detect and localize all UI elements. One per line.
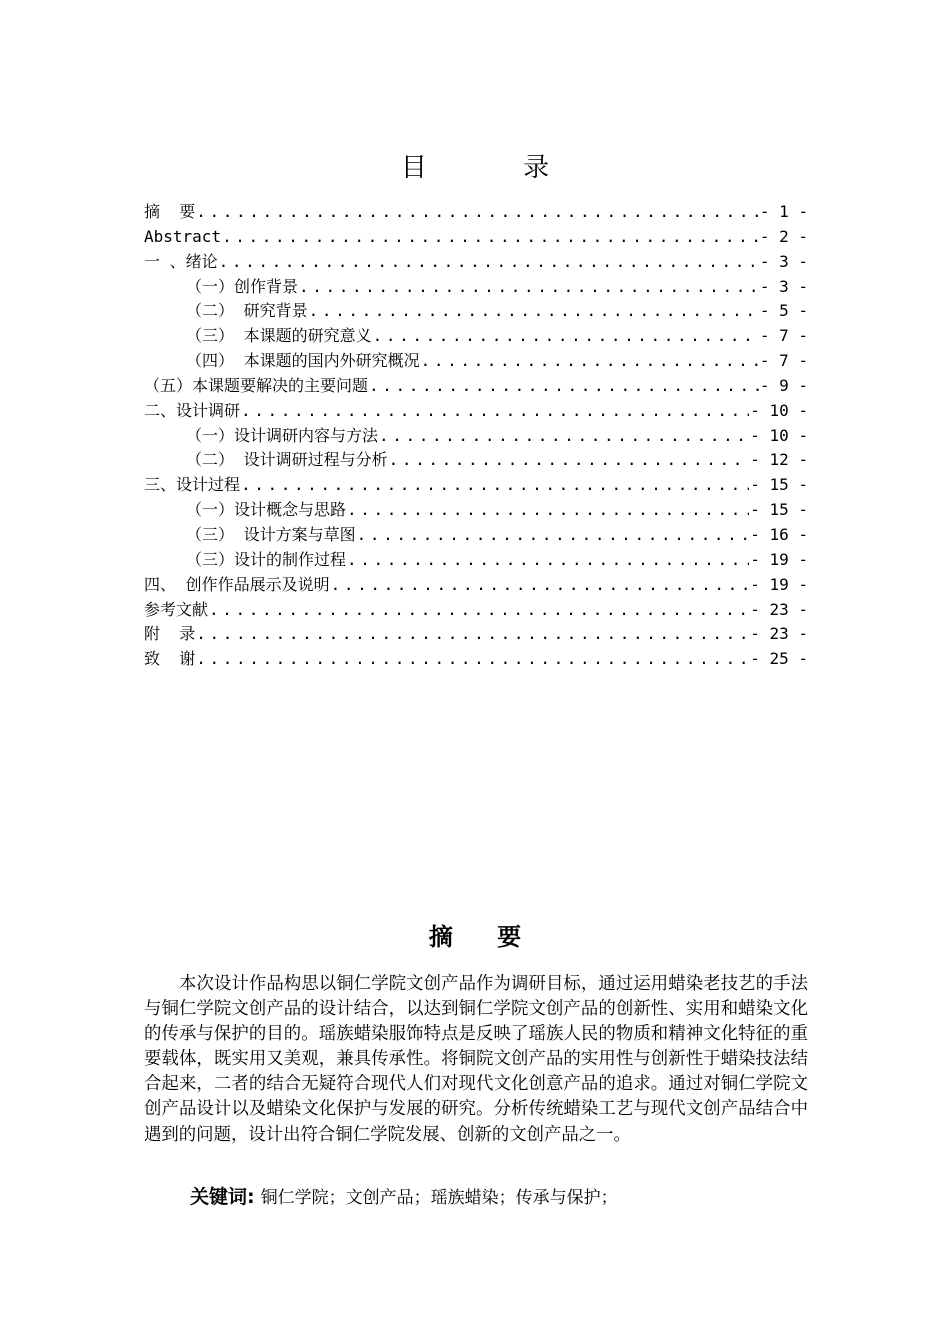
toc-entry (144, 349, 808, 374)
toc-leader-dots (347, 548, 749, 573)
toc-entry-page: - 7 - (759, 351, 808, 371)
toc-entry-label: （一）设计调研内容与方法 (186, 425, 379, 445)
toc-entry (144, 598, 808, 623)
toc-entry (144, 200, 808, 225)
toc-entry (144, 523, 808, 548)
toc-leader-dots (222, 225, 759, 250)
toc-entry (144, 573, 808, 598)
toc-entry-page: - 25 - (750, 649, 808, 669)
toc-entry-label: （三）设计的制作过程 (186, 549, 347, 569)
toc-entry-label: 四、 创作作品展示及说明 (144, 574, 330, 594)
toc-entry-page: - 10 - (750, 425, 808, 445)
toc-entry-page: - 2 - (759, 226, 808, 246)
toc-entry (144, 399, 808, 424)
toc-leader-dots (219, 250, 759, 275)
toc-leader-dots (196, 200, 759, 225)
keywords-line (190, 1184, 810, 1211)
toc-entry (144, 622, 808, 647)
toc-leader-dots (196, 622, 749, 647)
toc-leader-dots (209, 598, 749, 623)
toc-entry-page: - 10 - (750, 400, 808, 420)
toc-entry-label: （四） 本课题的国内外研究概况 (186, 351, 420, 371)
toc-entry-page: - 12 - (750, 450, 808, 470)
toc-entry-label: 三、设计过程 (144, 475, 241, 495)
toc-entry-page: - 19 - (750, 549, 808, 569)
abstract-body: 本次设计作品构思以铜仁学院文创产品作为调研目标，通过运用蜡染老技艺的手法与铜仁学院文创产品的设计结合，以达到铜仁学院文创产品的创新性、实用和蜡染文化的传承与保护的目的。瑶族蜡染服饰特点是反映了瑶族人民的物质和精神文化特征的重要载体，既实用又美观，兼具传承性。将铜院文创产品的实用性与创新性于蜡染技法结合起来，二者的结合无疑符合现代人们对现代文化创意产品的追求。通过对铜仁学院文创产品设计以及蜡染文化保护与发展的研究。分析传统蜡染工艺与现代文创产品结合中遇到的问题，设计出符合铜仁学院发展、创新的文创产品之一。 (144, 974, 808, 1145)
toc-entry (144, 424, 808, 449)
toc-leader-dots (309, 299, 759, 324)
toc-entry-label: 摘 要 (144, 202, 196, 221)
toc-leader-dots (299, 275, 759, 300)
toc-entry-label: （三） 本课题的研究意义 (186, 326, 372, 346)
toc-leader-dots (421, 349, 759, 374)
toc-entry-page: - 3 - (759, 276, 808, 296)
toc-entry-page: - 15 - (750, 475, 808, 495)
toc-entry-page: - 1 - (759, 202, 808, 221)
toc-leader-dots (241, 399, 749, 424)
toc-entry-label: 致 谢 (144, 649, 196, 669)
toc-entry-label: 参考文献 (144, 599, 209, 619)
toc-leader-dots (373, 324, 759, 349)
keywords-label: 关键词: (190, 1186, 255, 1208)
toc-leader-dots (379, 424, 749, 449)
table-of-contents (144, 200, 808, 672)
toc-leader-dots (331, 573, 750, 598)
toc-entry-page: - 16 - (750, 524, 808, 544)
toc-entry-page: - 15 - (750, 500, 808, 520)
toc-leader-dots (196, 647, 749, 672)
toc-entry (144, 548, 808, 573)
toc-entry-label: Abstract (144, 226, 222, 246)
toc-title: 目 录 (400, 153, 594, 183)
toc-entry-label: （二） 设计调研过程与分析 (186, 450, 388, 470)
toc-entry (144, 299, 808, 324)
toc-entry-page: - 5 - (759, 301, 808, 321)
toc-entry (144, 374, 808, 399)
toc-entry (144, 324, 808, 349)
toc-leader-dots (357, 523, 750, 548)
toc-entry (144, 448, 808, 473)
toc-entry (144, 498, 808, 523)
toc-entry-page: - 3 - (759, 251, 808, 271)
toc-entry (144, 647, 808, 672)
toc-entry (144, 250, 808, 275)
toc-entry-page: - 9 - (759, 375, 808, 395)
toc-leader-dots (241, 473, 749, 498)
toc-entry-label: （二） 研究背景 (186, 301, 308, 321)
toc-entry-label: 附 录 (144, 624, 196, 644)
toc-entry-page: - 23 - (750, 624, 808, 644)
toc-entry (144, 225, 808, 250)
toc-entry-label: （一）创作背景 (186, 276, 299, 296)
toc-entry-page: - 23 - (750, 599, 808, 619)
toc-entry-label: （五）本课题要解决的主要问题 (144, 375, 369, 395)
toc-entry (144, 473, 808, 498)
abstract-title: 摘 要 (428, 923, 540, 951)
toc-entry-label: 二、设计调研 (144, 400, 241, 420)
toc-leader-dots (389, 448, 750, 473)
toc-leader-dots (369, 374, 759, 399)
toc-entry-page: - 7 - (759, 326, 808, 346)
toc-entry-label: （三） 设计方案与草图 (186, 524, 356, 544)
toc-leader-dots (347, 498, 749, 523)
toc-entry-label: （一）设计概念与思路 (186, 500, 347, 520)
toc-entry-page: - 19 - (750, 574, 808, 594)
toc-entry-label: 一 、绪论 (144, 251, 218, 271)
keywords-text: 铜仁学院；文创产品；瑶族蜡染；传承与保护； (260, 1188, 618, 1208)
toc-entry (144, 275, 808, 300)
